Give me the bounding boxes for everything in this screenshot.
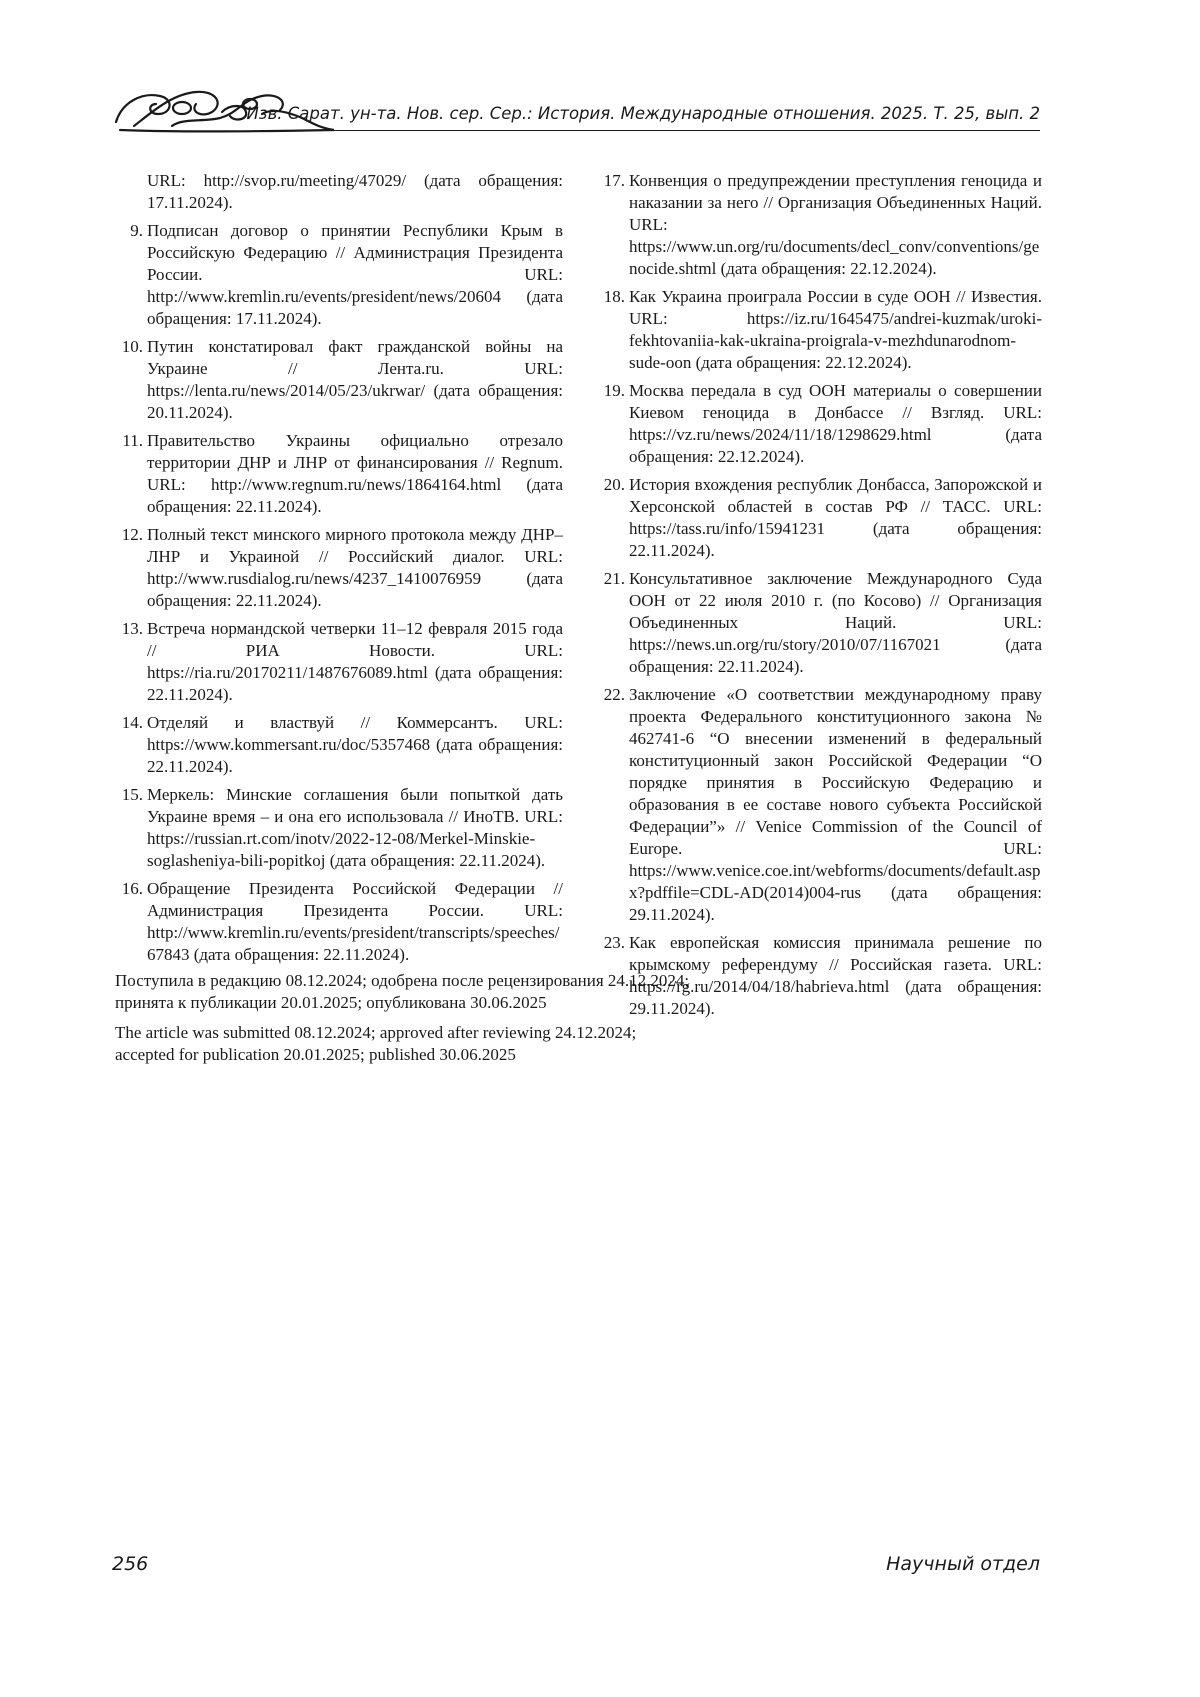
reference-text: Обращение Президента Российской Федерации // Администрация Президента России. URL: http://www.kremlin.ru/events/president/transcripts/speeches/67843 (дата обращения: 22.11.2024). — [147, 879, 563, 964]
reference-item — [121, 524, 563, 612]
reference-item — [603, 170, 1042, 280]
reference-text: URL: http://svop.ru/meeting/47029/ (дата обращения: 17.11.2024). — [147, 171, 563, 212]
reference-number: 20. — [603, 475, 625, 494]
reference-number: 14. — [121, 713, 143, 732]
running-head: Изв. Сарат. ун-та. Нов. сер. Сер.: История. Международные отношения. 2025. Т. 25, вып. 2 — [246, 104, 1040, 123]
reference-number: 18. — [603, 287, 625, 306]
reference-text: Полный текст минского мирного протокола между ДНР–ЛНР и Украиной // Российский диалог. URL: http://www.rusdialog.ru/news/4237_1410076959 (дата обращения: 22.11.2024). — [147, 525, 563, 610]
dates-russian: Поступила в редакцию 08.12.2024; одобрена после рецензирования 24.12.2024; принята к публикации 20.01.2025; опубликована 30.06.2025 — [115, 971, 690, 1012]
reference-number: 11. — [122, 431, 143, 450]
reference-text: Заключение «О соответствии международному праву проекта Федерального конституционного закона № 462741-6 “О внесении изменений в федеральный конституционный закон Российской Федерации “О порядке принятия в Российскую Федерацию и образования в ее составе нового субъекта Российской Федерации”» // Venice Commission of the Council of Europe. URL: https://www.venice.coe.int/webforms/documents/default.aspx?pdffile=CDL-AD(2014)004-rus (дата обращения: 29.11.2024). — [629, 685, 1042, 924]
header-rule — [312, 130, 1040, 131]
reference-number: 16. — [121, 879, 143, 898]
reference-number: 19. — [603, 381, 625, 400]
article-dates — [115, 970, 915, 1074]
dates-english: The article was submitted 08.12.2024; approved after reviewing 24.12.2024; accepted for publication 20.01.2025; published 30.06.2025 — [115, 1023, 637, 1064]
section-label: Научный отдел — [886, 1553, 1040, 1575]
reference-item — [121, 878, 563, 966]
reference-number: 22. — [603, 685, 625, 704]
reference-number: 13. — [121, 619, 143, 638]
reference-text: Подписан договор о принятии Республики Крым в Российскую Федерацию // Администрация Президента России. URL: http://www.kremlin.ru/events/president/news/20604 (дата обращения: 17.11.2024). — [147, 221, 563, 328]
reference-item — [121, 784, 563, 872]
reference-text: Москва передала в суд ООН материалы о совершении Киевом геноцида в Донбассе // Взгляд. URL: https://vz.ru/news/2024/11/18/1298629.html (дата обращения: 22.12.2024). — [629, 381, 1042, 466]
reference-text: Отделяй и властвуй // Коммерсантъ. URL: https://www.kommersant.ru/doc/5357468 (дата обращения: 22.11.2024). — [147, 713, 563, 776]
reference-text: Меркель: Минские соглашения были попыткой дать Украине время – и она его использовала // ИноТВ. URL: https://russian.rt.com/inotv/2022-12-08/Merkel-Minskie-soglasheniya-bili-popitkoj (дата обращения: 22.11.2024). — [147, 785, 563, 870]
reference-text: Конвенция о предупреждении преступления геноцида и наказании за него // Организация Объединенных Наций. URL: https://www.un.org/ru/documents/decl_conv/conventions/genocide.shtml (дата обращения: 22.12.2024). — [629, 171, 1042, 278]
reference-text: Встреча нормандской четверки 11–12 февраля 2015 года // РИА Новости. URL: https://ria.ru/20170211/1487676089.html (дата обращения: 22.11.2024). — [147, 619, 563, 704]
reference-number: 10. — [121, 337, 143, 356]
reference-text: Правительство Украины официально отрезало территории ДНР и ЛНР от финансирования // Regnum. URL: http://www.regnum.ru/news/1864164.html (дата обращения: 22.11.2024). — [147, 431, 563, 516]
reference-number: 9. — [130, 221, 143, 240]
references-left-column — [121, 170, 563, 972]
reference-item — [603, 380, 1042, 468]
reference-item — [603, 286, 1042, 374]
reference-item — [121, 618, 563, 706]
reference-text: История вхождения республик Донбасса, Запорожской и Херсонской областей в состав РФ // ТАСС. URL: https://tass.ru/info/15941231 (дата обращения: 22.11.2024). — [629, 475, 1042, 560]
reference-text: Консультативное заключение Международного Суда ООН от 22 июля 2010 г. (по Косово) // Организация Объединенных Наций. URL: https://news.un.org/ru/story/2010/07/1167021 (дата обращения: 22.11.2024). — [629, 569, 1042, 676]
reference-item — [603, 568, 1042, 678]
page-header — [112, 82, 1040, 134]
reference-item — [147, 170, 563, 214]
reference-number: 15. — [121, 785, 143, 804]
reference-item — [603, 684, 1042, 926]
reference-text: Как Украина проиграла России в суде ООН // Известия. URL: https://iz.ru/1645475/andrei-kuzmak/uroki-fekhtovaniia-kak-ukraina-proigrala-v-mezhdunarodnom-sude-oon (дата обращения: 22.12.2024). — [629, 287, 1042, 372]
reference-item — [121, 712, 563, 778]
reference-number: 21. — [603, 569, 625, 588]
reference-number: 17. — [603, 171, 625, 190]
reference-item — [603, 474, 1042, 562]
reference-text: Как европейская комиссия принимала решение по крымскому референдуму // Российская газета. URL: https://rg.ru/2014/04/18/habrieva.html (дата обращения: 29.11.2024). — [629, 933, 1042, 1018]
reference-item — [122, 430, 563, 518]
reference-number: 23. — [603, 933, 625, 952]
reference-text: Путин констатировал факт гражданской войны на Украине // Лента.ru. URL: https://lenta.ru/news/2014/05/23/ukrwar/ (дата обращения: 20.11.2024). — [147, 337, 563, 422]
reference-item — [121, 336, 563, 424]
reference-item — [130, 220, 563, 330]
page-number: 256 — [112, 1553, 149, 1575]
references-right-column — [603, 170, 1042, 1026]
reference-number: 12. — [121, 525, 143, 544]
